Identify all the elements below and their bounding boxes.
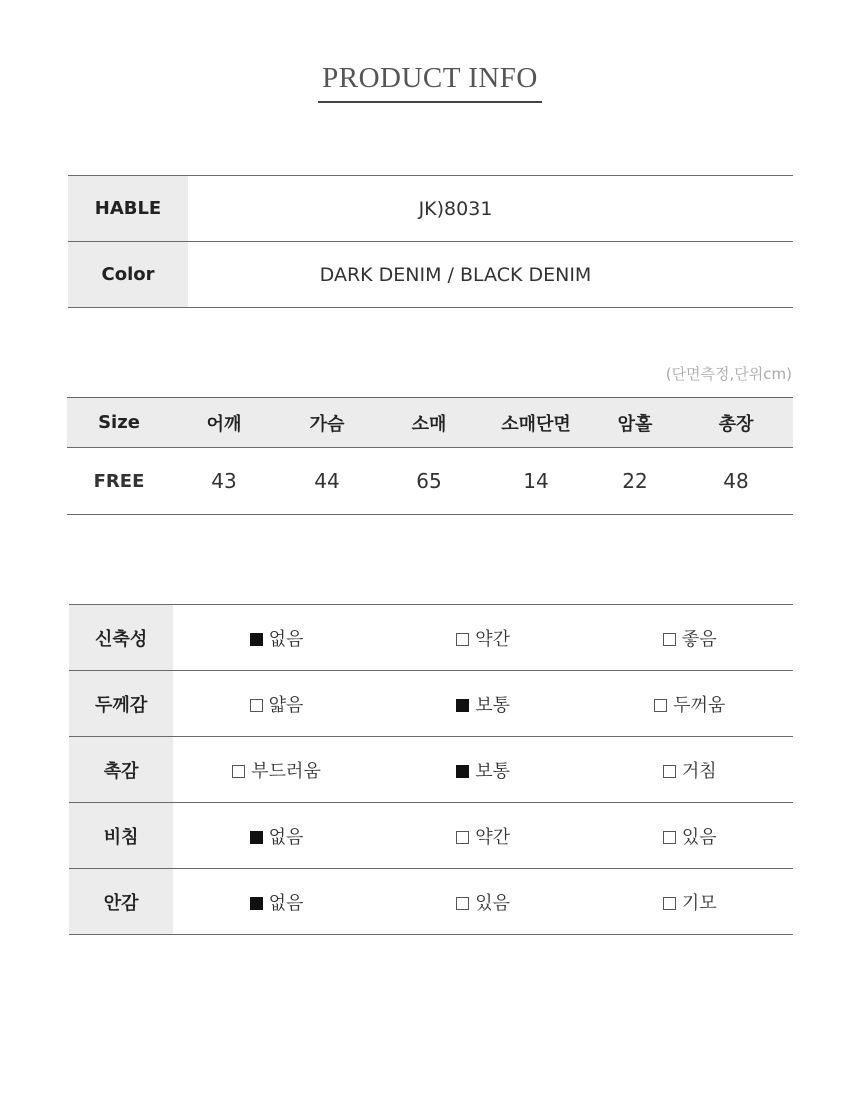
property-option — [173, 803, 380, 869]
size-header-cell: 소매 — [411, 413, 447, 435]
size-cell: 44 — [314, 469, 340, 493]
property-option — [380, 803, 587, 869]
checked-box-icon — [250, 897, 263, 910]
product-info-table — [68, 175, 793, 308]
size-table — [67, 397, 793, 515]
property-option — [380, 737, 587, 803]
unchecked-box-icon — [663, 633, 676, 646]
info-row-brand — [68, 176, 793, 242]
property-option — [586, 671, 793, 737]
unchecked-box-icon — [232, 765, 245, 778]
unchecked-box-icon — [663, 831, 676, 844]
info-value: JK)8031 — [418, 197, 493, 220]
size-header-cell: 어깨 — [206, 413, 242, 435]
property-row — [69, 803, 793, 869]
size-cell: 14 — [523, 469, 549, 493]
checked-box-icon — [456, 699, 469, 712]
checked-box-icon — [250, 633, 263, 646]
property-row — [69, 869, 793, 935]
property-option-label: 보통 — [475, 760, 511, 782]
unchecked-box-icon — [456, 897, 469, 910]
size-unit-note: (단면측정,단위cm) — [665, 365, 792, 383]
unchecked-box-icon — [456, 633, 469, 646]
size-cell: 22 — [622, 469, 648, 493]
property-table-body — [69, 605, 793, 935]
property-label: 촉감 — [69, 737, 173, 803]
size-cell: 43 — [211, 469, 237, 493]
size-data-row — [67, 448, 793, 515]
property-option — [586, 605, 793, 671]
property-option — [380, 869, 587, 935]
title-wrap — [0, 62, 860, 103]
property-option — [173, 737, 380, 803]
property-option-label: 얇음 — [268, 694, 304, 716]
size-header-cell: 암홀 — [617, 413, 653, 435]
size-header-cell: 소매단면 — [501, 413, 571, 435]
property-option — [586, 869, 793, 935]
property-option-label: 좋음 — [681, 628, 717, 650]
property-option — [380, 671, 587, 737]
property-option — [173, 869, 380, 935]
unchecked-box-icon — [663, 765, 676, 778]
size-header-row — [67, 398, 793, 448]
unchecked-box-icon — [654, 699, 667, 712]
property-option-label: 없음 — [268, 628, 304, 650]
size-cell: 48 — [723, 469, 749, 493]
property-option-label: 거침 — [681, 760, 717, 782]
unchecked-box-icon — [456, 831, 469, 844]
property-row — [69, 737, 793, 803]
property-option — [173, 671, 380, 737]
property-option-label: 보통 — [475, 694, 511, 716]
property-option-label: 약간 — [475, 826, 511, 848]
size-cell: FREE — [93, 470, 145, 492]
property-option-label: 있음 — [475, 892, 511, 914]
property-option-label: 없음 — [268, 826, 304, 848]
property-option-label: 기모 — [681, 892, 717, 914]
unchecked-box-icon — [250, 699, 263, 712]
property-option — [586, 737, 793, 803]
size-header-cell: 총장 — [718, 413, 754, 435]
property-table — [69, 604, 793, 935]
property-label: 안감 — [69, 869, 173, 935]
property-label: 두께감 — [69, 671, 173, 737]
property-option-label: 약간 — [475, 628, 511, 650]
property-option-label: 두꺼움 — [673, 694, 726, 716]
property-option — [173, 605, 380, 671]
checked-box-icon — [250, 831, 263, 844]
property-option-label: 부드러움 — [251, 760, 321, 782]
property-row — [69, 671, 793, 737]
property-option-label: 없음 — [268, 892, 304, 914]
size-cell: 65 — [416, 469, 442, 493]
unchecked-box-icon — [663, 897, 676, 910]
size-header-cell: 가슴 — [309, 413, 345, 435]
info-value: DARK DENIM / BLACK DENIM — [319, 263, 592, 286]
size-header-cell: Size — [98, 412, 140, 433]
property-option — [586, 803, 793, 869]
property-option — [380, 605, 587, 671]
page-title: PRODUCT INFO — [318, 62, 542, 103]
property-label: 비침 — [69, 803, 173, 869]
property-label: 신축성 — [69, 605, 173, 671]
property-option-label: 있음 — [681, 826, 717, 848]
property-row — [69, 605, 793, 671]
info-row-color — [68, 242, 793, 308]
checked-box-icon — [456, 765, 469, 778]
info-label: Color — [68, 242, 188, 308]
info-label: HABLE — [68, 176, 188, 242]
